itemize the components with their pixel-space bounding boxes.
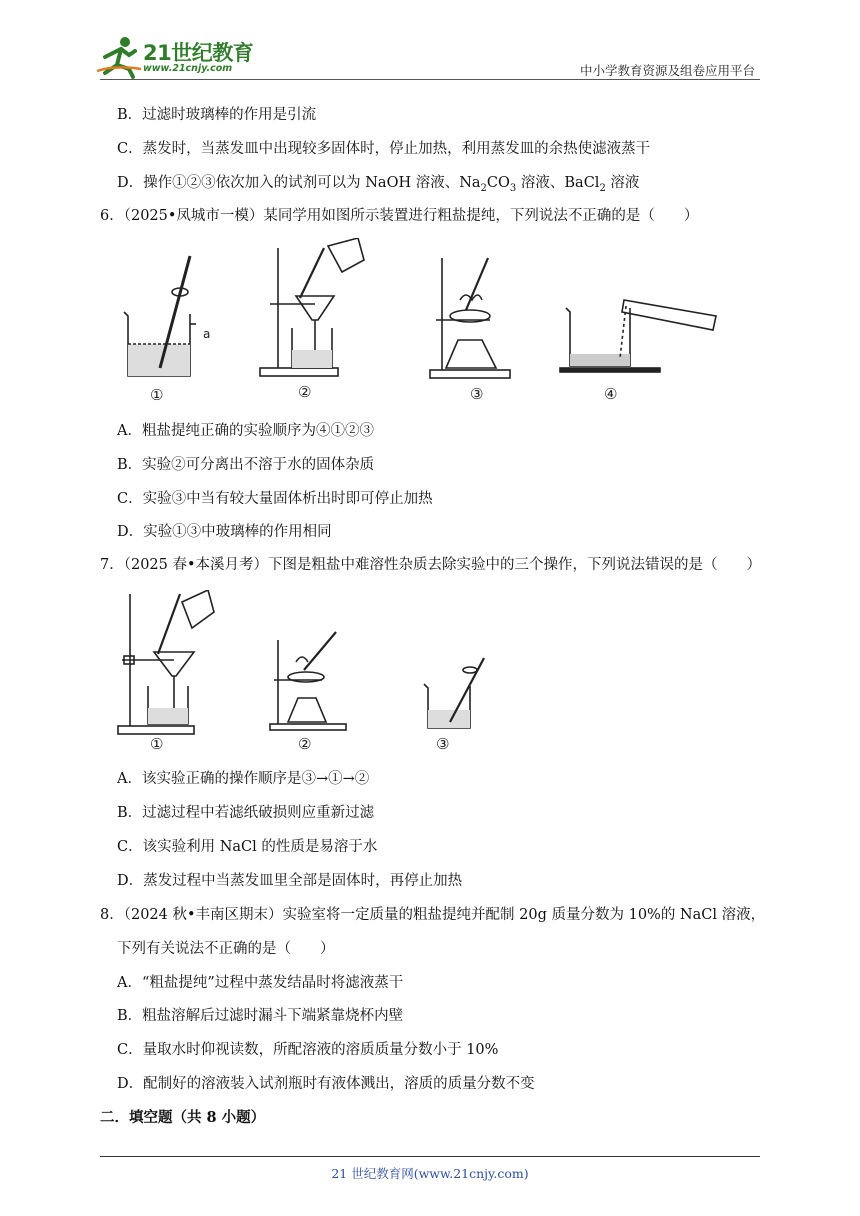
q5-option-b: B．过滤时玻璃棒的作用是引流 [117, 107, 317, 123]
q5-option-c: C．蒸发时，当蒸发皿中出现较多固体时，停止加热，利用蒸发皿的余热使滤液蒸干 [117, 141, 651, 157]
q6-stem: 6．（2025•凤城市一模）某同学用如图所示装置进行粗盐提纯，下列说法不正确的是（ ） [100, 208, 699, 224]
q8-option-a: A．“粗盐提纯”过程中蒸发结晶时将滤液蒸干 [117, 975, 404, 991]
q6-option-c: C．实验③中当有较大量固体析出时即可停止加热 [117, 491, 433, 507]
q7-apparatus-figure [110, 590, 510, 755]
q8-option-b: B．粗盐溶解后过滤时漏斗下端紧靠烧杯内壁 [117, 1008, 404, 1024]
q7-option-a: A．该实验正确的操作顺序是③→①→② [117, 771, 370, 787]
q8-option-d: D．配制好的溶液装入试剂瓶时有液体溅出，溶质的质量分数不变 [117, 1076, 535, 1092]
footer-divider [100, 1156, 760, 1157]
q7-option-b: B．过滤过程中若滤纸破损则应重新过滤 [117, 805, 375, 821]
logo-url: www.21cnjy.com [143, 63, 233, 74]
q7-stem: 7．（2025 春•本溪月考）下图是粗盐中难溶性杂质去除实验中的三个操作，下列说法错误的是（ ） [100, 557, 762, 573]
runner-logo-icon [95, 35, 143, 80]
section-heading-fill-in: 二．填空题（共 8 小题） [100, 1109, 266, 1126]
q6-fig-label-1: ① [150, 386, 164, 404]
q6-label-a: a [203, 327, 211, 341]
q7-fig-label-2: ② [298, 735, 312, 753]
q8-option-c: C．量取水时仰视读数，所配溶液的溶质质量分数小于 10% [117, 1042, 499, 1058]
page-header [0, 0, 860, 90]
q5-option-d: D．操作①②③依次加入的试剂可以为 NaOH 溶液、$Na_2CO_3$ 溶液、BaCl$_2$ 溶液 [117, 175, 640, 194]
q6-option-b: B．实验②可分离出不溶于水的固体杂质 [117, 457, 375, 473]
q6-fig-label-3: ③ [470, 385, 484, 403]
header-platform-text: 中小学教育资源及组卷应用平台 [579, 63, 755, 78]
q7-option-d: D．蒸发过程中当蒸发皿里全部是固体时，再停止加热 [117, 873, 463, 889]
q6-option-d: D．实验①③中玻璃棒的作用相同 [117, 524, 332, 540]
q6-fig-label-4: ④ [604, 385, 618, 403]
q7-fig-label-1: ① [150, 735, 164, 753]
logo [95, 35, 265, 80]
q6-fig-label-2: ② [298, 383, 312, 401]
q6-option-a: A．粗盐提纯正确的实验顺序为④①②③ [117, 423, 374, 439]
q6-apparatus-figure [110, 238, 730, 408]
q7-option-c: C．该实验利用 NaCl 的性质是易溶于水 [117, 839, 378, 855]
q8-stem-line2: 下列有关说法不正确的是（ ） [117, 941, 335, 957]
logo-text: 21世纪教育 [143, 41, 254, 65]
footer-text: 21 世纪教育网(www.21cnjy.com) [331, 1166, 529, 1181]
q8-stem-line1: 8．（2024 秋•丰南区期末）实验室将一定质量的粗盐提纯并配制 20g 质量分数为 10%的 NaCl 溶液， [100, 907, 766, 923]
header-divider [100, 79, 760, 80]
q7-fig-label-3: ③ [436, 735, 450, 753]
